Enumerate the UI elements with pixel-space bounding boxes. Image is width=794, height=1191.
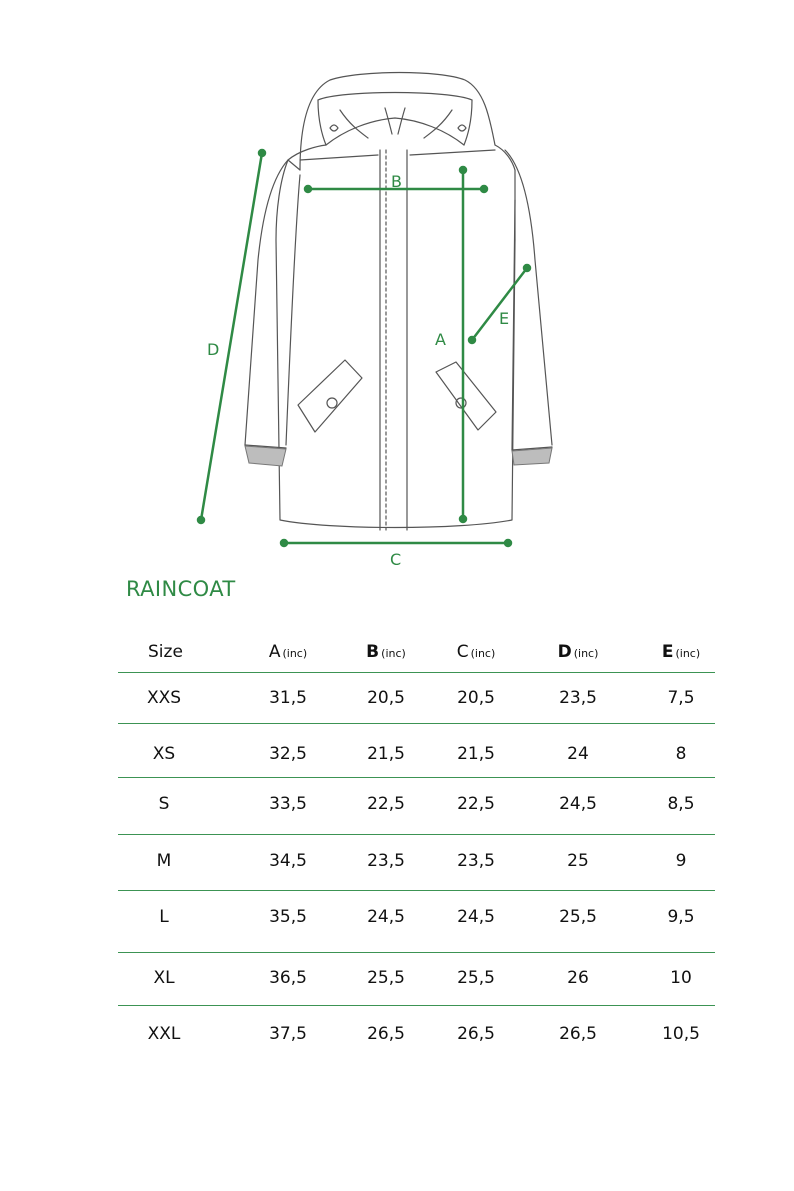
measurement-cell: 22,5 (457, 794, 495, 814)
measurement-cell: 25,5 (457, 968, 495, 988)
size-cell: M (156, 851, 172, 871)
header-unit: (inc) (470, 647, 496, 660)
measurement-cell: 24,5 (457, 907, 495, 927)
header-cell (457, 642, 496, 662)
measure-c-start (281, 540, 287, 546)
header-unit: (inc) (573, 647, 599, 660)
measurement-cell: 25 (567, 851, 589, 871)
label-a: A (435, 330, 446, 349)
measure-b-end (481, 186, 487, 192)
measurement-lines (198, 150, 530, 546)
header-label: C (456, 642, 469, 662)
measurement-cell: 8,5 (667, 794, 695, 814)
measurement-cell: 24 (567, 744, 589, 764)
measurement-cell: 26 (567, 968, 589, 988)
measurement-cell: 24,5 (367, 907, 405, 927)
label-b: B (391, 172, 402, 191)
size-cell: XS (152, 744, 176, 764)
table-row (118, 891, 715, 953)
measurement-cell: 23,5 (559, 688, 597, 708)
measurement-cell: 26,5 (559, 1024, 597, 1044)
measurement-cell: 7,5 (667, 688, 695, 708)
table-row (118, 1006, 715, 1056)
left-cuff (245, 446, 286, 466)
measurement-cell: 23,5 (457, 851, 495, 871)
measurement-cell: 37,5 (269, 1024, 307, 1044)
measure-c-end (505, 540, 511, 546)
measurement-cell: 9,5 (667, 907, 695, 927)
measure-b-start (305, 186, 311, 192)
header-label: B (366, 642, 380, 662)
measure-e-end (524, 265, 530, 271)
table-header-row (118, 623, 715, 673)
table-row (118, 673, 715, 724)
size-cell: S (158, 794, 170, 814)
measure-d-end (198, 517, 204, 523)
measurement-cell: 22,5 (367, 794, 405, 814)
header-label: E (661, 642, 674, 662)
header-unit: (inc) (282, 647, 308, 660)
label-d: D (207, 340, 220, 359)
header-label: A (268, 642, 281, 662)
measure-a-start (460, 167, 466, 173)
measurement-cell: 21,5 (367, 744, 405, 764)
header-cell (558, 642, 599, 662)
table-row (118, 953, 715, 1006)
raincoat-measurement-diagram (0, 0, 794, 580)
header-cell (662, 642, 700, 662)
measurement-cell: 26,5 (457, 1024, 495, 1044)
size-cell: XXS (146, 688, 182, 708)
measurement-cell: 21,5 (457, 744, 495, 764)
size-cell: L (159, 907, 169, 927)
measurement-cell: 10 (670, 968, 692, 988)
product-title: RAINCOAT (126, 577, 236, 601)
header-label: D (557, 642, 572, 662)
size-table (118, 623, 715, 1056)
table-row (118, 724, 715, 778)
measurement-cell: 20,5 (367, 688, 405, 708)
measurement-cell: 31,5 (269, 688, 307, 708)
measurement-cell: 10,5 (662, 1024, 700, 1044)
table-row (118, 778, 715, 835)
right-cuff (512, 448, 552, 465)
measurement-cell: 25,5 (559, 907, 597, 927)
header-unit: (inc) (675, 647, 701, 660)
measurement-cell: 35,5 (269, 907, 307, 927)
header-cell (269, 642, 307, 662)
measure-d-start (259, 150, 265, 156)
header-cell (366, 642, 406, 662)
header-label: Size (148, 642, 183, 662)
measurement-cell: 8 (675, 744, 687, 764)
table-row (118, 835, 715, 891)
label-e: E (499, 309, 510, 328)
header-cell (148, 642, 183, 662)
measurement-cell: 24,5 (559, 794, 597, 814)
raincoat-outline (245, 73, 552, 531)
measurement-cell: 33,5 (269, 794, 307, 814)
cuffs (245, 446, 552, 466)
label-c: C (390, 550, 402, 569)
measurement-cell: 23,5 (367, 851, 405, 871)
measure-a-end (460, 516, 466, 522)
measure-e-line (472, 268, 527, 340)
measure-e-start (469, 337, 475, 343)
size-cell: XL (153, 968, 175, 988)
measurement-cell: 20,5 (457, 688, 495, 708)
measurement-cell: 9 (675, 851, 687, 871)
size-cell: XXL (147, 1024, 181, 1044)
measurement-cell: 34,5 (269, 851, 307, 871)
measurement-cell: 36,5 (269, 968, 307, 988)
header-unit: (inc) (381, 647, 406, 660)
measurement-cell: 26,5 (367, 1024, 405, 1044)
measurement-cell: 32,5 (269, 744, 307, 764)
measurement-cell: 25,5 (367, 968, 405, 988)
